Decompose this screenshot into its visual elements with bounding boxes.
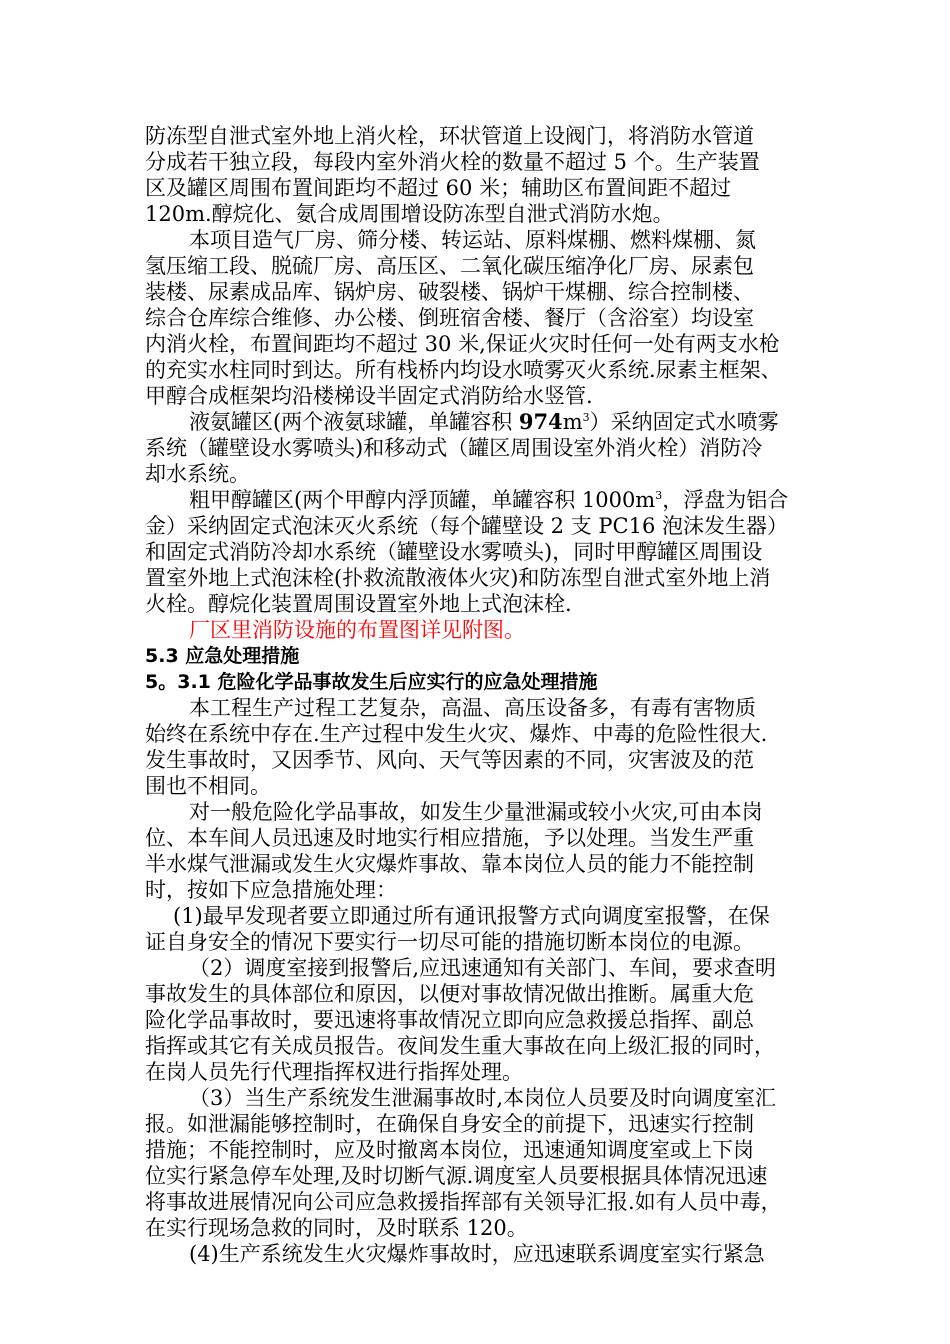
paragraph-line: 措施；不能控制时，应及时撤离本岗位，迅速通知调度室或上下岗 [145, 1138, 754, 1162]
paragraph-line: 发生事故时，又因季节、风向、天气等因素的不同，灾害波及的范 [145, 748, 754, 772]
paragraph-line: 位实行紧急停车处理,及时切断气源.调度室人员要根据具体情况迅速 [145, 1164, 768, 1188]
paragraph-line: 金）采纳固定式泡沫灭火系统（每个罐壁设 2 支 PC16 泡沫发生器） [145, 514, 788, 538]
subsection-heading: 5。3.1 危险化学品事故发生后应实行的应急处理措施 [145, 671, 598, 693]
paragraph-line: 120m.醇烷化、氨合成周围增设防冻型自泄式消防水炮。 [145, 202, 674, 226]
paragraph-line: （2）调度室接到报警后,应迅速通知有关部门、车间，要求查明 [189, 956, 777, 980]
paragraph-line: 位、本车间人员迅速及时地实行相应措施，予以处理。当发生严重 [145, 826, 754, 850]
paragraph-line: 指挥或其它有关成员报告。夜间发生重大事故在向上级汇报的同时， [145, 1034, 775, 1058]
paragraph-line: 事故发生的具体部位和原因，以便对事故情况做出推断。属重大危 [145, 982, 754, 1006]
paragraph-line: （3）当生产系统发生泄漏事故时,本岗位人员要及时向调度室汇 [189, 1086, 777, 1110]
paragraph-line: 围也不相同。 [145, 774, 271, 798]
section-heading: 5.3 应急处理措施 [145, 645, 300, 667]
paragraph-line: 却水系统。 [145, 462, 250, 486]
text-span: 液氨罐区(两个液氨球罐，单罐容积 [189, 410, 519, 434]
paragraph-line: 氢压缩工段、脱硫厂房、高压区、二氧化碳压缩净化厂房、尿素包 [145, 254, 754, 278]
bold-number: 974 [518, 409, 563, 434]
paragraph-line: 证自身安全的情况下要实行一切尽可能的措施切断本岗位的电源。 [145, 930, 754, 954]
paragraph-line: 置室外地上式泡沫栓(扑救流散液体火灾)和防冻型自泄式室外地上消 [145, 566, 771, 590]
paragraph-line: (4)生产系统发生火灾爆炸事故时，应迅速联系调度室实行紧急 [189, 1242, 765, 1266]
unit-text: m [562, 410, 583, 434]
paragraph-line: 将事故进展情况向公司应急救援指挥部有关领导汇报.如有人员中毒， [145, 1190, 782, 1214]
paragraph-line: 区及罐区周围布置间距均不超过 60 米；辅助区布置间距不超过 [145, 176, 732, 200]
paragraph-line: 时，按如下应急措施处理： [145, 878, 397, 902]
paragraph-line: 装楼、尿素成品库、锅炉房、破裂楼、锅炉干煤棚、综合控制楼、 [145, 280, 754, 304]
paragraph-line: 始终在系统中存在.生产过程中发生火灾、爆炸、中毒的危险性很大. [145, 722, 768, 746]
paragraph-line [189, 409, 779, 435]
paragraph-line: 防冻型自泄式室外地上消火栓，环状管道上设阀门，将消防水管道 [145, 124, 754, 148]
paragraph-line: 甲醇合成框架均沿楼梯设半固定式消防给水竖管. [145, 384, 593, 408]
paragraph-line: 险化学品事故时，要迅速将事故情况立即向应急救援总指挥、副总 [145, 1008, 754, 1032]
paragraph-line: 的充实水柱同时到达。所有栈桥内均设水喷雾灭火系统.尿素主框架、 [145, 358, 782, 382]
paragraph-line: 系统（罐壁设水雾喷头)和移动式（罐区周围设室外消火栓）消防冷 [145, 436, 763, 460]
paragraph-line [189, 487, 788, 513]
text-span: ，浮盘为铝合 [662, 488, 789, 512]
text-span: 粗甲醇罐区(两个甲醇内浮顶罐，单罐容积 1000m [189, 488, 656, 512]
paragraph-line: 在岗人员先行代理指挥权进行指挥处理。 [145, 1060, 523, 1084]
paragraph-line: (1)最早发现者要立即通过所有通讯报警方式向调度室报警，在保 [173, 904, 770, 928]
superscript: 3 [582, 411, 590, 424]
paragraph-line: 和固定式消防冷却水系统（罐壁设水雾喷头)，同时甲醇罐区周围设 [145, 540, 763, 564]
red-note-line: 厂区里消防设施的布置图详见附图。 [189, 618, 525, 642]
paragraph-line: 火栓。醇烷化装置周围设置室外地上式泡沫栓. [145, 592, 572, 616]
paragraph-line: 在实行现场急救的同时，及时联系 120。 [145, 1216, 528, 1240]
paragraph-line: 报。如泄漏能够控制时，在确保自身安全的前提下，迅速实行控制 [145, 1112, 754, 1136]
paragraph-line: 本工程生产过程工艺复杂，高温、高压设备多，有毒有害物质 [189, 696, 756, 720]
text-span: ）采纳固定式水喷雾 [589, 410, 779, 434]
paragraph-line: 综合仓库综合维修、办公楼、倒班宿舍楼、餐厅（含浴室）均设室 [145, 306, 754, 330]
paragraph-line: 本项目造气厂房、筛分楼、转运站、原料煤棚、燃料煤棚、氮 [189, 228, 756, 252]
paragraph-line: 分成若干独立段，每段内室外消火栓的数量不超过 5 个。生产装置 [145, 150, 760, 174]
superscript: 3 [655, 489, 663, 502]
paragraph-line: 对一般危险化学品事故，如发生少量泄漏或较小火灾,可由本岗 [189, 800, 763, 824]
paragraph-line: 内消火栓，布置间距均不超过 30 米,保证火灾时任何一处有两支水枪 [145, 332, 780, 356]
paragraph-line: 半水煤气泄漏或发生火灾爆炸事故、靠本岗位人员的能力不能控制 [145, 852, 754, 876]
